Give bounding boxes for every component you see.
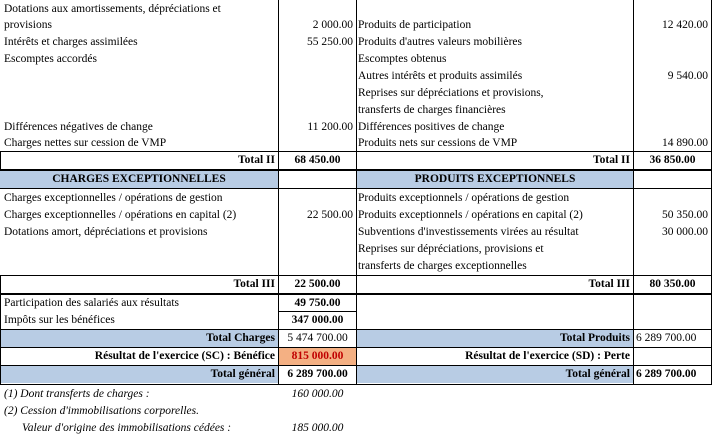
note-1-label: (1) Dont transferts de charges :	[4, 388, 150, 400]
product-label: Produits exceptionnels / opérations de gestion	[358, 192, 570, 204]
charge-label: Charges nettes sur cession de VMP	[4, 137, 167, 149]
total-charges-label: Total Charges	[0, 330, 278, 347]
participation-label: Participation des salariés aux résultats	[4, 297, 180, 309]
total-iii-left-amount: 22 500.00	[294, 278, 341, 290]
grid-line	[0, 293, 712, 295]
total-general-right-label: Total général	[357, 366, 633, 383]
total-general-left-amount: 6 289 700.00	[287, 368, 348, 380]
total-ii-left-amount: 68 450.00	[294, 154, 341, 166]
product-amount: 50 350.00	[662, 209, 708, 221]
grid-line	[0, 329, 712, 330]
grid-line	[356, 0, 357, 385]
note-1-amount: 160 000.00	[291, 388, 344, 400]
impots-label: Impôts sur les bénéfices	[4, 314, 115, 326]
grid-line	[0, 188, 712, 189]
product-label: Différences positives de change	[358, 121, 505, 133]
product-amount: 30 000.00	[662, 226, 708, 238]
product-amount: 14 890.00	[662, 137, 708, 149]
total-iii-right-amount: 80 350.00	[649, 278, 696, 290]
total-ii-right-label: Total II	[593, 154, 630, 166]
product-label: Autres intérêts et produits assimilés	[358, 70, 523, 82]
grid-line	[0, 365, 712, 366]
total-produits-amount: 6 289 700.00	[636, 332, 697, 344]
impots-amount: 347 000.00	[291, 314, 344, 326]
total-general-right-amount: 6 289 700.00	[636, 368, 697, 380]
produits-exceptionnels-header: PRODUITS EXCEPTIONNELS	[357, 171, 633, 188]
product-label: transferts de charges financières	[358, 104, 506, 116]
total-general-left-label: Total général	[0, 366, 278, 383]
grid-line	[0, 347, 712, 348]
product-label: Reprises sur dépréciations et provisions,	[358, 87, 544, 99]
product-amount: 12 420.00	[662, 19, 708, 31]
charge-label: Dotations aux amortissements, dépréciations et	[4, 3, 221, 15]
participation-amount: 49 750.00	[294, 297, 341, 309]
product-label: Escomptes obtenus	[358, 53, 447, 65]
product-label: Produits d'autres valeurs mobilières	[358, 36, 522, 48]
charge-label: Charges exceptionnelles / opérations en capital (2)	[4, 209, 237, 221]
charge-amount: 55 250.00	[307, 36, 353, 48]
product-label: transferts de charges exceptionnelles	[358, 260, 527, 272]
charge-amount: 2 000.00	[312, 19, 353, 31]
grid-line	[0, 384, 712, 385]
product-label: Produits exceptionnels / opérations en capital (2)	[358, 209, 583, 221]
resultat-benefice-label: Résultat de l'exercice (SC) : Bénéfice	[94, 350, 275, 362]
note-3-amount: 185 000.00	[291, 422, 344, 434]
note-3-label: Valeur d'origine des immobilisations cédées :	[22, 422, 232, 434]
resultat-benefice-amount: 815 000.00	[279, 348, 356, 365]
product-label: Subventions d'investissements virées au résultat	[358, 226, 579, 238]
resultat-perte-label: Résultat de l'exercice (SD) : Perte	[465, 350, 630, 362]
charge-label: Charges exceptionnelles / opérations de gestion	[4, 192, 223, 204]
note-2-label: (2) Cession d'immobilisations corporelles.	[4, 405, 199, 417]
grid-line	[0, 169, 712, 171]
total-produits-label: Total Produits	[357, 330, 633, 347]
total-iii-right-label: Total III	[588, 278, 630, 290]
grid-line	[0, 275, 712, 276]
charges-exceptionnelles-header: CHARGES EXCEPTIONNELLES	[0, 171, 278, 188]
product-amount: 9 540.00	[667, 70, 708, 82]
charge-label: Dotations amort, dépréciations et provisions	[4, 226, 208, 238]
product-label: Reprises sur dépréciations, provisions et	[358, 243, 544, 255]
total-ii-left-label: Total II	[238, 154, 275, 166]
charge-label: Différences négatives de change	[4, 121, 153, 133]
total-ii-right-amount: 36 850.00	[649, 154, 696, 166]
charge-label: Escomptes accordés	[4, 53, 97, 65]
charge-label: Intérêts et charges assimilées	[4, 36, 138, 48]
total-charges-amount: 5 474 700.00	[287, 332, 348, 344]
grid-line	[278, 311, 357, 312]
product-label: Produits nets sur cessions de VMP	[358, 137, 518, 149]
charge-amount: 22 500.00	[307, 209, 353, 221]
charge-amount: 11 200.00	[307, 121, 353, 133]
total-iii-left-label: Total III	[233, 278, 275, 290]
grid-line	[0, 151, 712, 152]
grid-line	[633, 0, 634, 385]
grid-line	[278, 0, 279, 385]
charge-label: provisions	[4, 19, 52, 31]
product-label: Produits de participation	[358, 19, 472, 31]
